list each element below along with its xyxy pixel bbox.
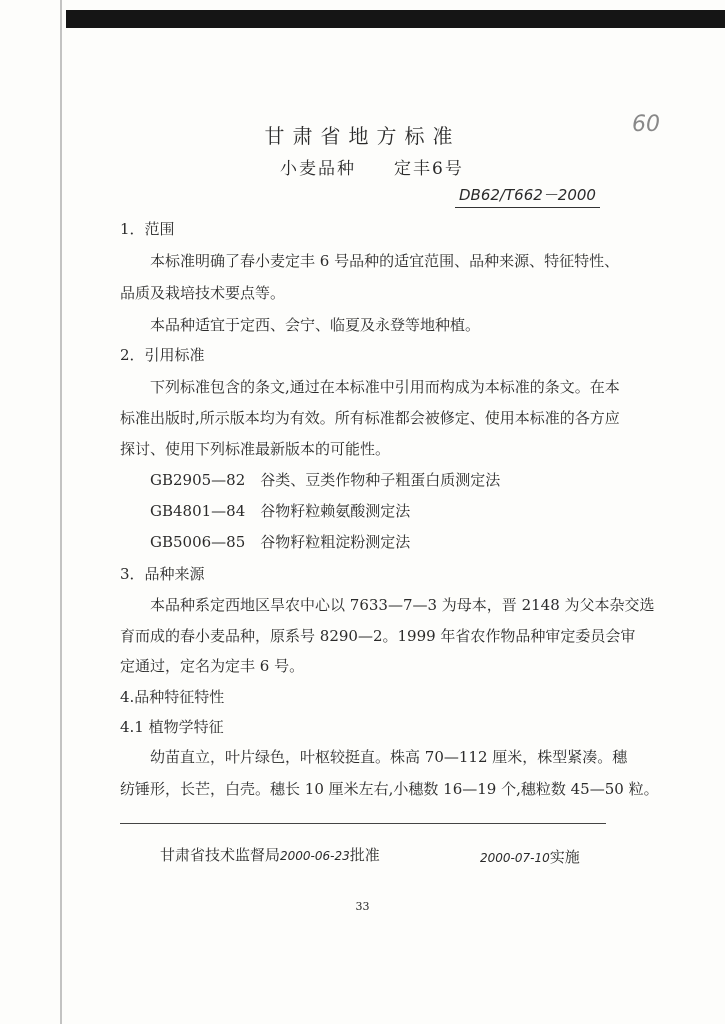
body-line: 4.品种特征特性 xyxy=(120,688,225,706)
body-line: 3．品种来源 xyxy=(120,565,205,583)
body-line: GB2905—82 谷类、豆类作物种子粗蛋白质测定法 xyxy=(120,471,501,489)
footer-rule xyxy=(120,823,606,824)
document-subtitle: 小麦品种 定丰6号 xyxy=(280,159,464,179)
implementation-suffix: 实施 xyxy=(549,848,580,866)
scan-top-bar xyxy=(66,10,725,28)
page-left-edge xyxy=(60,0,62,1024)
approval-suffix: 批准 xyxy=(349,846,380,864)
body-line: GB4801—84 谷物籽粒赖氨酸测定法 xyxy=(120,502,411,520)
body-line: 1．范围 xyxy=(120,220,175,238)
body-line: 标准出版时,所示版本均为有效。所有标准都会被修定、使用本标准的各方应 xyxy=(120,409,620,427)
body-line: GB5006—85 谷物籽粒粗淀粉测定法 xyxy=(120,533,411,551)
implementation-date: 2000-07-10 xyxy=(480,851,550,865)
body-line: 探讨、使用下列标准最新版本的可能性。 xyxy=(120,440,391,458)
implementation-statement xyxy=(480,846,580,867)
approval-authority: 甘肃省技术监督局 xyxy=(160,846,281,864)
body-line: 本标准明确了春小麦定丰 6 号品种的适宜范围、品种来源、特征特性、 xyxy=(120,252,620,270)
body-line: 本品种系定西地区旱农中心以 7633—7—3 为母本，晋 2148 为父本杂交选 xyxy=(120,596,655,614)
body-line: 品质及栽培技术要点等。 xyxy=(120,284,286,302)
page-number: 33 xyxy=(355,900,370,913)
body-line: 育而成的春小麦品种，原系号 8290—2。1999 年省农作物品种审定委员会审 xyxy=(120,627,636,645)
body-line: 幼苗直立，叶片绿色，叶枢较挺直。株高 70—112 厘米，株型紧凑。穗 xyxy=(120,748,628,766)
document-title: 甘肃省地方标准 xyxy=(264,124,461,148)
body-line: 2．引用标准 xyxy=(120,346,205,364)
body-line: 下列标准包含的条文,通过在本标准中引用而构成为本标准的条文。在本 xyxy=(120,378,620,396)
approval-date: 2000-06-23 xyxy=(280,849,350,863)
body-line: 定通过，定名为定丰 6 号。 xyxy=(120,657,305,675)
approval-statement xyxy=(160,844,380,865)
body-line: 本品种适宜于定西、会宁、临夏及永登等地种植。 xyxy=(120,316,481,334)
corner-handwritten-mark: 60 xyxy=(632,112,660,137)
body-line: 4.1 植物学特征 xyxy=(120,718,224,736)
body-line: 纺锤形，长芒，白壳。穗长 10 厘米左右,小穗数 16—19 个,穗粒数 45—50 粒。 xyxy=(120,780,659,798)
standard-code: DB62/T662－2000 xyxy=(455,184,600,208)
